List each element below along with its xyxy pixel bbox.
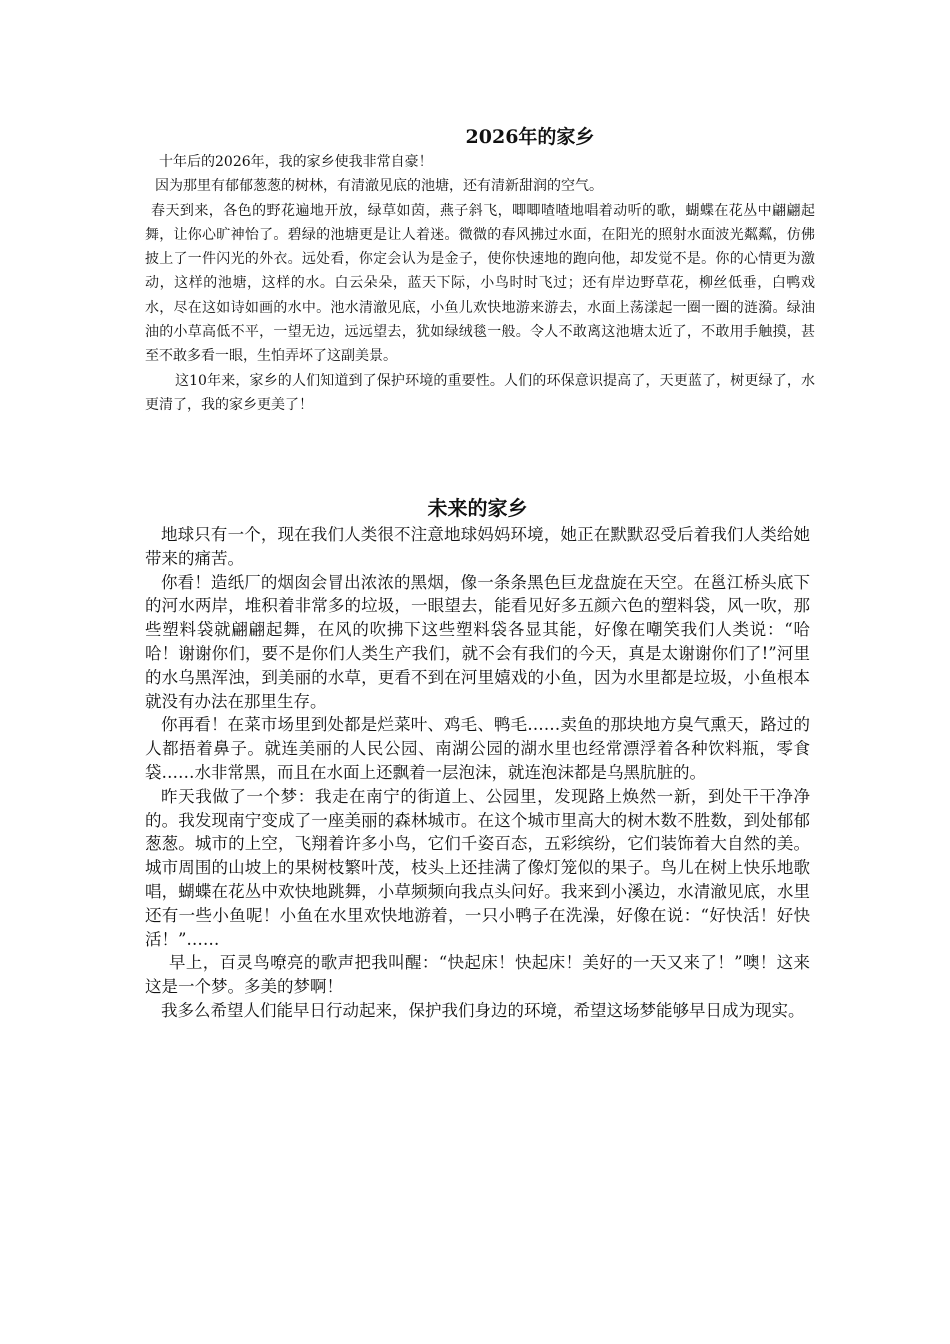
essay-1-paragraph-4: 这10年来，家乡的人们知道到了保护环境的重要性。人们的环保意识提高了，天更蓝了，树更绿了，水更清了，我的家乡更美了！ — [145, 372, 815, 413]
essay-1-paragraph-2: 因为那里有郁郁葱葱的树林，有清澈见底的池塘，还有清新甜润的空气。 — [155, 178, 603, 195]
essay-2-paragraph-3: 你再看！在菜市场里到处都是烂菜叶、鸡毛、鸭毛……卖鱼的那块地方臭气熏天，路过的人都捂着鼻子。就连美丽的人民公园、南湖公园的湖水里也经常漂浮着各种饮料瓶，零食袋……水非常黑，而且在水面上还飘着一层泡沫，就连泡沫都是乌黑肮脏的。 — [145, 715, 810, 782]
essay-2-paragraph-5: 早上，百灵鸟嘹亮的歌声把我叫醒：“快起床！快起床！美好的一天又来了！”噢！这来这是一个梦。多美的梦啊！ — [145, 953, 810, 997]
essay-2-paragraph-4: 昨天我做了一个梦：我走在南宁的街道上、公园里，发现路上焕然一新，到处干干净净的。我发现南宁变成了一座美丽的森林城市。在这个城市里高大的树木数不胜数，到处郁郁葱葱。城市的上空，飞翔着许多小鸟，它们千姿百态，五彩缤纷，它们装饰着大自然的美。城市周围的山坡上的果树枝繁叶茂，枝头上还挂满了像灯笼似的果子。鸟儿在树上快乐地歌唱，蝴蝶在花丛中欢快地跳舞，小草频频向我点头问好。我来到小溪边，水清澈见底，水里还有一些小鱼呢！小鱼在水里欢快地游着，一只小鸭子在洗澡，好像在说：“好快活！好快活！”…… — [145, 786, 810, 949]
essay-2-paragraph-6: 我多么希望人们能早日行动起来，保护我们身边的环境，希望这场梦能够早日成为现实。 — [161, 1000, 805, 1020]
essay-future-hometown — [145, 493, 810, 1023]
essay-1-paragraph-1: 十年后的2026年，我的家乡使我非常自豪！ — [159, 154, 433, 170]
essay-1-paragraph-3: 春天到来，各色的野花遍地开放，绿草如茵，燕子斜飞，唧唧喳喳地唱着动听的歌，蝴蝶在花丛中翩翩起舞，让你心旷神怡了。碧绿的池塘更是让人着迷。微微的春风拂过水面，在阳光的照射水面波光粼粼，仿佛披上了一件闪光的外衣。远处看，你定会认为是金子，使你快速地的跑向他，却发觉不是。你的心情更为激动，这样的池塘，这样的水。白云朵朵，蓝天下际，小鸟时时飞过；还有岸边野草花，柳丝低垂，白鸭戏水，尽在这如诗如画的水中。池水清澈见底，小鱼儿欢快地游来游去，水面上荡漾起一圈一圈的涟漪。绿油油的小草高低不平，一望无边，远远望去，犹如绿绒毯一般。令人不敢离这池塘太近了，不敢用手触摸，甚至不敢多看一眼，生怕弄坏了这副美景。 — [145, 202, 815, 365]
essay-2-paragraph-1: 地球只有一个，现在我们人类很不注意地球妈妈环境，她正在默默忍受后着我们人类给她带来的痛苦。 — [145, 525, 810, 568]
essay-2-paragraph-2: 你看！造纸厂的烟囱会冒出浓浓的黑烟，像一条条黑色巨龙盘旋在天空。在邕江桥头底下的河水两岸，堆积着非常多的垃圾，一眼望去，能看见好多五颜六色的塑料袋，风一吹，那些塑料袋就翩翩起舞，在风的吹拂下这些塑料袋各显其能，好像在嘲笑我们人类说：“哈哈！谢谢你们，要不是你们人类生产我们，就不会有我们的今天，真是太谢谢你们了!”河里的水乌黑浑浊，到美丽的水草，更看不到在河里嬉戏的小鱼，因为水里都是垃圾，小鱼根本就没有办法在那里生存。 — [145, 572, 810, 711]
essay-1-title: 2026年的家乡 — [465, 126, 595, 148]
essay-2-title: 未来的家乡 — [427, 496, 528, 520]
essay-2026-hometown — [145, 124, 815, 417]
